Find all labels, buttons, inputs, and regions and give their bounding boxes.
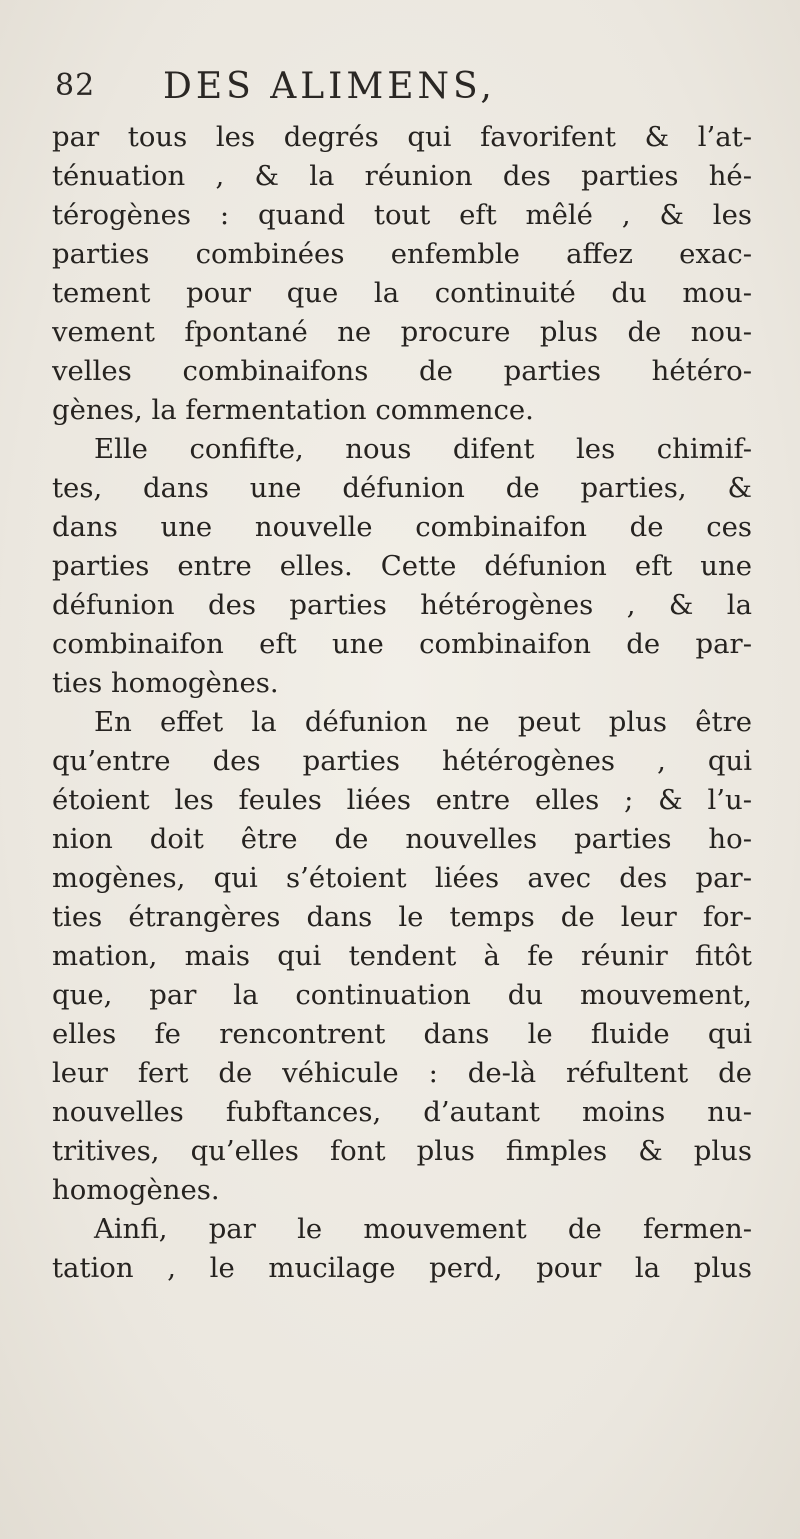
- text-line: tement pour que la continuité du mou-: [52, 277, 752, 309]
- text-line: ties homogènes.: [52, 667, 279, 699]
- text-line: que, par la continuation du mouvement,: [52, 979, 752, 1011]
- text-line: tation , le mucilage perd, pour la plus: [52, 1252, 752, 1284]
- text-line: combinaifon eft une combinaifon de par-: [52, 628, 752, 660]
- text-line: nion doit être de nouvelles parties ho-: [52, 823, 752, 855]
- text-line: qu’entre des parties hétérogènes , qui: [52, 745, 752, 777]
- text-line: ties étrangères dans le temps de leur for-: [52, 901, 752, 933]
- text-line: parties entre elles. Cette défunion eft une: [52, 550, 752, 582]
- running-head: DES ALIMENS,: [163, 66, 496, 107]
- text-line: homogènes.: [52, 1174, 220, 1206]
- text-line: mation, mais qui tendent à fe réunir fitôt: [52, 940, 752, 972]
- page-header: [55, 62, 755, 114]
- text-line: tes, dans une défunion de parties, &: [52, 472, 752, 504]
- text-line: nouvelles fubftances, d’autant moins nu-: [52, 1096, 752, 1128]
- text-line: elles fe rencontrent dans le fluide qui: [52, 1018, 752, 1050]
- page-number: 82: [55, 68, 96, 103]
- text-line: tritives, qu’elles font plus fimples & plus: [52, 1135, 752, 1167]
- text-line: Elle confifte, nous difent les chimif-: [94, 433, 752, 465]
- body-text: [52, 118, 752, 1288]
- text-line: leur fert de véhicule : de-là réfultent de: [52, 1057, 752, 1089]
- text-line: En effet la défunion ne peut plus être: [94, 706, 752, 738]
- text-line: par tous les degrés qui favorifent & l’at-: [52, 121, 752, 153]
- text-line: ténuation , & la réunion des parties hé-: [52, 160, 752, 192]
- text-line: térogènes : quand tout eft mêlé , & les: [52, 199, 752, 231]
- text-line: mogènes, qui s’étoient liées avec des par-: [52, 862, 752, 894]
- text-line: dans une nouvelle combinaifon de ces: [52, 511, 752, 543]
- text-line: velles combinaifons de parties hétéro-: [52, 355, 752, 387]
- text-line: gènes, la fermentation commence.: [52, 394, 534, 426]
- text-line: étoient les feules liées entre elles ; & l’u-: [52, 784, 752, 816]
- text-line: Ainfi, par le mouvement de fermen-: [94, 1213, 752, 1245]
- text-line: vement fpontané ne procure plus de nou-: [52, 316, 752, 348]
- text-line: parties combinées enfemble affez exac-: [52, 238, 752, 270]
- text-line: défunion des parties hétérogènes , & la: [52, 589, 752, 621]
